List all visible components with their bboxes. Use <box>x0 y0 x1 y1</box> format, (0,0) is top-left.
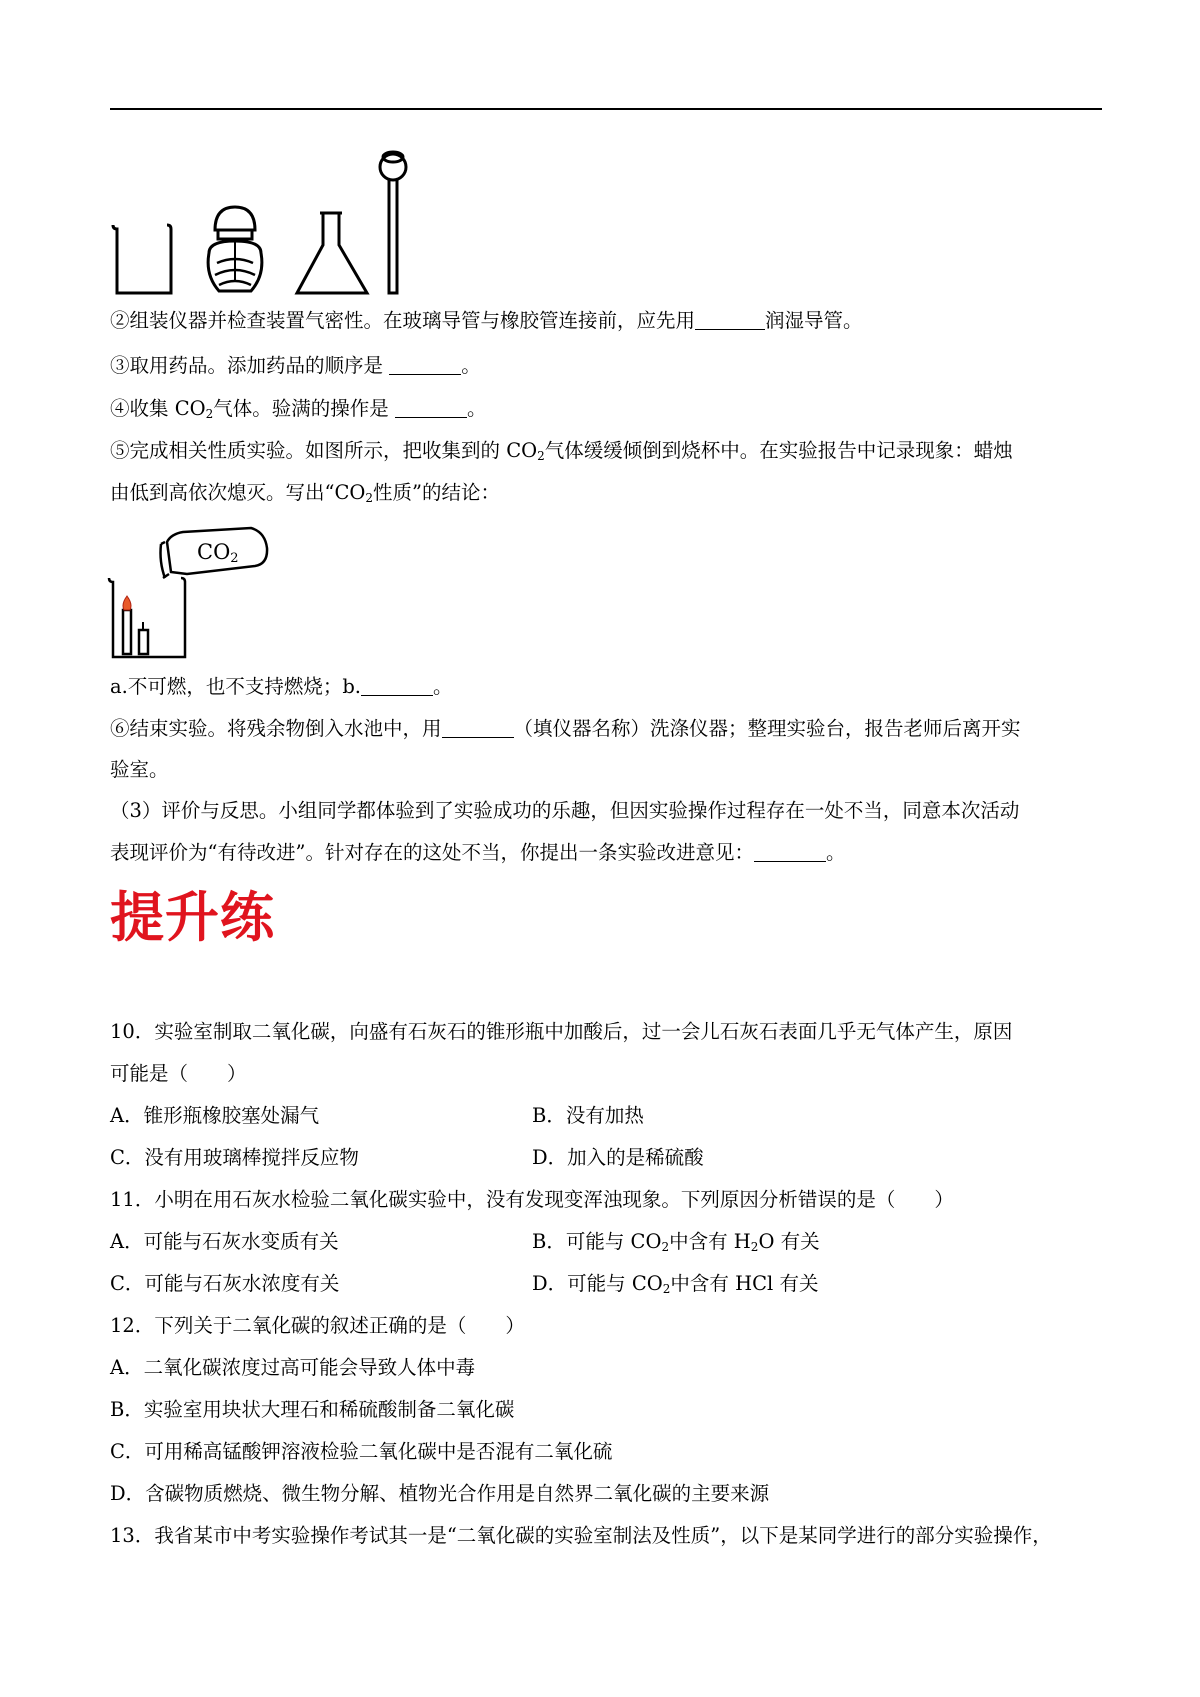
text: 气体。验满的操作是 <box>213 397 395 420</box>
text: ②组装仪器并检查装置气密性。在玻璃导管与橡胶管连接前，应先用 <box>110 309 696 332</box>
text: 。 <box>466 397 487 420</box>
line-part-3-cont <box>110 838 845 868</box>
q12-stem: 12．下列关于二氧化碳的叙述正确的是（ ） <box>110 1314 525 1337</box>
line-step-6-cont <box>110 755 169 785</box>
text: O 有关 <box>758 1230 820 1253</box>
text: 中含有 HCl 有关 <box>670 1272 819 1295</box>
conical-flask-icon <box>297 213 367 293</box>
co2-pouring-figure <box>105 522 275 662</box>
subscript: 2 <box>750 1240 759 1254</box>
text: CO <box>197 540 231 564</box>
q12-option-a[interactable]: A．二氧化碳浓度过高可能会导致人体中毒 <box>110 1356 476 1379</box>
subscript: 2 <box>230 551 239 566</box>
beaker-icon <box>113 225 171 293</box>
apparatus-figure <box>105 145 445 300</box>
subscript: 2 <box>661 1240 670 1254</box>
header-rule <box>110 108 1102 110</box>
text: （3）评价与反思。小组同学都体验到了实验成功的乐趣，但因实验操作过程存在一处不当，同意本次活动 <box>110 799 1020 822</box>
line-step-4 <box>110 394 486 424</box>
answer-blank[interactable] <box>442 737 514 738</box>
text: 。 <box>461 354 481 377</box>
answer-blank[interactable] <box>695 329 765 330</box>
text: ⑤完成相关性质实验。如图所示，把收集到的 CO <box>110 439 538 462</box>
line-conclusion <box>110 672 453 702</box>
line-step-6 <box>110 714 1021 744</box>
alcohol-lamp-icon <box>208 207 262 291</box>
line-step-3 <box>110 351 481 381</box>
q12-option-c[interactable]: C．可用稀高锰酸钾溶液检验二氧化碳中是否混有二氧化硫 <box>110 1440 613 1463</box>
text: D．可能与 CO <box>532 1272 663 1295</box>
subscript: 2 <box>662 1282 671 1296</box>
q11-option-b[interactable] <box>532 1227 820 1257</box>
section-title: 提升练 <box>110 886 275 949</box>
q10-stem-cont: 可能是（ ） <box>110 1062 247 1085</box>
text: 。 <box>825 841 846 864</box>
q12-option-d[interactable]: D．含碳物质燃烧、微生物分解、植物光合作用是自然界二氧化碳的主要来源 <box>110 1482 770 1505</box>
line-step-2 <box>110 306 863 336</box>
q13-stem: 13．我省某市中考实验操作考试其一是“二氧化碳的实验室制法及性质”，以下是某同学进行的部分实验操作， <box>110 1524 1052 1547</box>
answer-blank[interactable] <box>361 695 433 696</box>
q10-stem: 10．实验室制取二氧化碳，向盛有石灰石的锥形瓶中加酸后，过一会儿石灰石表面几乎无气体产生，原因 <box>110 1020 1013 1043</box>
line-step-5-cont <box>110 478 500 508</box>
line-step-5 <box>110 436 1013 466</box>
q10-option-b[interactable]: B．没有加热 <box>532 1104 644 1127</box>
text: ③取用药品。添加药品的顺序是 <box>110 354 390 377</box>
funnel-icon <box>380 152 406 293</box>
line-part-3 <box>110 796 1019 826</box>
text: 验室。 <box>110 758 169 781</box>
q11-option-c[interactable]: C．可能与石灰水浓度有关 <box>110 1272 340 1295</box>
q11-option-a[interactable]: A．可能与石灰水变质有关 <box>110 1230 339 1253</box>
answer-blank[interactable] <box>395 417 467 418</box>
text: 气体缓缓倾倒到烧杯中。在实验报告中记录现象：蜡烛 <box>544 439 1013 462</box>
q10-option-c[interactable]: C．没有用玻璃棒搅拌反应物 <box>110 1146 359 1169</box>
text: 中含有 H <box>669 1230 751 1253</box>
text: a.不可燃，也不支持燃烧；b. <box>110 675 362 698</box>
q11-stem: 11．小明在用石灰水检验二氧化碳实验中，没有发现变浑浊现象。下列原因分析错误的是（ ） <box>110 1188 954 1211</box>
q11-option-d[interactable] <box>532 1269 818 1299</box>
text: （填仪器名称）洗涤仪器；整理实验台，报告老师后离开实 <box>513 717 1021 740</box>
text: 表现评价为“有待改进”。针对存在的这处不当，你提出一条实验改进意见： <box>110 841 754 864</box>
q12-option-b[interactable]: B．实验室用块状大理石和稀硫酸制备二氧化碳 <box>110 1398 515 1421</box>
text: 由低到高依次熄灭。写出“CO <box>110 481 366 504</box>
q10-option-d[interactable]: D．加入的是稀硫酸 <box>532 1146 704 1169</box>
text: B．可能与 CO <box>532 1230 662 1253</box>
bottle-label <box>197 540 239 564</box>
text: 润湿导管。 <box>765 309 863 332</box>
subscript: 2 <box>365 491 374 505</box>
subscript: 2 <box>205 407 214 421</box>
text: 性质”的结论： <box>373 481 501 504</box>
text: ④收集 CO <box>110 397 206 420</box>
text: 。 <box>433 675 453 698</box>
text: ⑥结束实验。将残余物倒入水池中，用 <box>110 717 442 740</box>
q10-option-a[interactable]: A．锥形瓶橡胶塞处漏气 <box>110 1104 320 1127</box>
answer-blank[interactable] <box>754 861 826 862</box>
answer-blank[interactable] <box>389 374 461 375</box>
subscript: 2 <box>537 449 545 463</box>
